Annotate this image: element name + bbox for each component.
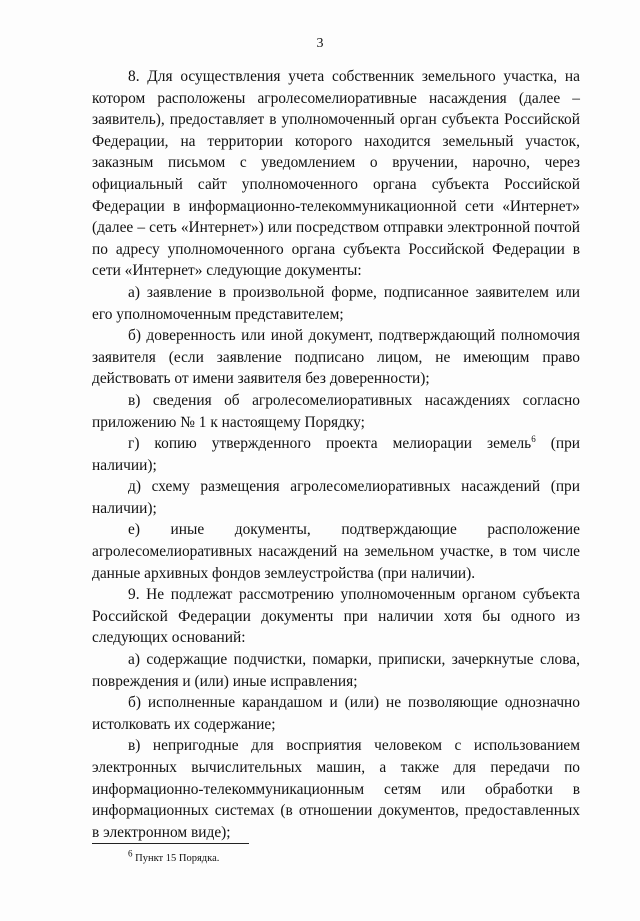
footnote-reference: 6 xyxy=(531,433,536,444)
page-number: 3 xyxy=(316,36,324,51)
item-9v: в) непригодные для восприятия человеком с использованием электронных вычислительных машин, а также для передачи по информационно-телекоммуникационным сетям или обработки в информационных системах (в отношении документов, предоставленных в электронном виде); xyxy=(92,737,580,841)
item-g-text: г) копию утвержденного проекта мелиорации земель xyxy=(128,435,532,453)
item-d: д) схему размещения агролесомелиоративных насаждений (при наличии); xyxy=(92,478,580,517)
footnote-divider xyxy=(92,843,249,844)
paragraph-8: 8. Для осуществления учета собственник земельного участка, на котором расположены агролесомелиоративные насаждения (далее – заявитель), предоставляет в уполномоченный орган субъекта Российской Федерации, на территории которого находится земельный участок, заказным письмом с уведомлением о вручении, нарочно, через официальный сайт уполномоченного органа субъекта Российской Федерации в информационно-телекоммуникационной сети «Интернет» (далее – сеть «Интернет») или посредством отправки электронной почтой по адресу уполномоченного органа субъекта Российской Федерации в сети «Интернет» следующие документы: xyxy=(92,68,580,280)
item-9a: а) содержащие подчистки, помарки, приписки, зачеркнутые слова, повреждения и (или) иные исправления; xyxy=(92,651,580,690)
document-body xyxy=(92,66,580,843)
item-a: а) заявление в произвольной форме, подписанное заявителем или его уполномоченным представителем; xyxy=(92,283,580,323)
item-9b: б) исполненные карандашом и (или) не позволяющие однозначно истолковать их содержание; xyxy=(92,694,580,733)
item-g-tail: (при наличии); xyxy=(92,435,580,474)
footnote-text: Пункт 15 Порядка. xyxy=(132,853,220,864)
item-v: в) сведения об агролесомелиоративных насаждениях согласно приложению № 1 к настоящему Порядку; xyxy=(92,391,580,431)
item-g xyxy=(92,433,580,476)
paragraph-9: 9. Не подлежат рассмотрению уполномоченным органом субъекта Российской Федерации документы при наличии хотя бы одного из следующих оснований: xyxy=(92,586,580,647)
item-b: б) доверенность или иной документ, подтверждающий полномочия заявителя (если заявление подписано лицом, не имеющим право действовать от имени заявителя без доверенности); xyxy=(92,327,580,388)
footnote-marker: 6 xyxy=(128,848,133,859)
footnote xyxy=(128,848,220,866)
item-e: е) иные документы, подтверждающие расположение агролесомелиоративных насаждений на земельном участке, в том числе данные архивных фондов землеустройства (при наличии). xyxy=(92,521,580,582)
